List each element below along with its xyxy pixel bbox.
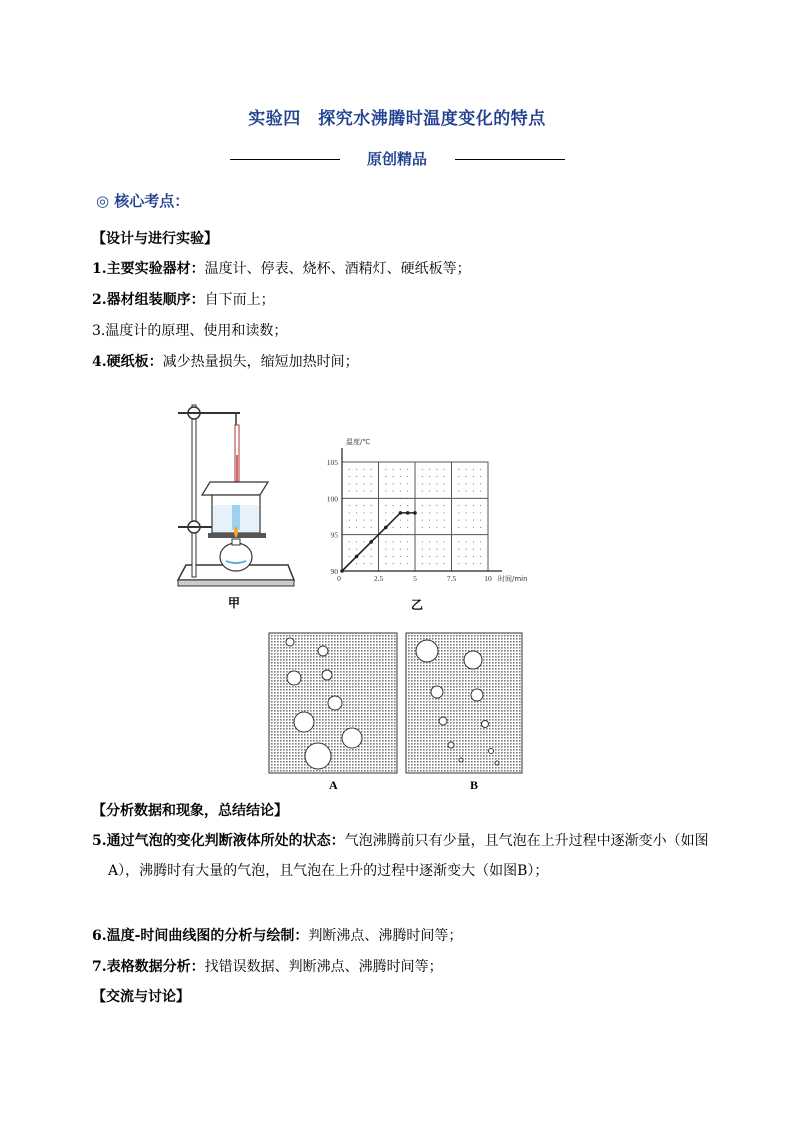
grid-dot (356, 483, 357, 484)
grid-dot (349, 505, 350, 506)
grid-dot (444, 483, 445, 484)
grid-dot (444, 549, 445, 550)
grid-dot (480, 512, 481, 513)
grid-dot (473, 563, 474, 564)
grid-dot (480, 469, 481, 470)
grid-dot (422, 541, 423, 542)
apparatus-figure (170, 395, 300, 610)
grid-dot (393, 469, 394, 470)
grid-dot (429, 505, 430, 506)
grid-dot (363, 476, 364, 477)
grid-dot (422, 556, 423, 557)
grid-dot (473, 476, 474, 477)
grid-dot (429, 483, 430, 484)
grid-dot (393, 549, 394, 550)
grid-dot (356, 469, 357, 470)
grid-dot (422, 469, 423, 470)
grid-dot (363, 469, 364, 470)
bubbles-figure-a (268, 632, 398, 774)
grid-dot (444, 476, 445, 477)
grid-dot (473, 520, 474, 521)
grid-dot (422, 505, 423, 506)
grid-dot (466, 505, 467, 506)
bubble (287, 671, 301, 685)
grid-dot (393, 541, 394, 542)
grid-dot (429, 556, 430, 557)
y-axis-label: 温度/℃ (346, 438, 371, 446)
grid-dot (466, 520, 467, 521)
grid-dot (458, 505, 459, 506)
grid-dot (436, 541, 437, 542)
bubble (286, 638, 294, 646)
grid-dot (400, 476, 401, 477)
grid-dot (458, 549, 459, 550)
grid-dot (436, 505, 437, 506)
temperature-chart (320, 432, 540, 592)
grid-dot (458, 541, 459, 542)
grid-dot (422, 527, 423, 528)
grid-dot (480, 549, 481, 550)
grid-dot (444, 520, 445, 521)
grid-dot (480, 505, 481, 506)
bubble (471, 689, 483, 701)
grid-dot (458, 483, 459, 484)
grid-dot (480, 520, 481, 521)
grid-dot (466, 512, 467, 513)
grid-dot (363, 491, 364, 492)
grid-dot (458, 476, 459, 477)
grid-dot (400, 527, 401, 528)
grid-dot (436, 563, 437, 564)
grid-dot (371, 549, 372, 550)
grid-dot (473, 549, 474, 550)
grid-dot (444, 563, 445, 564)
grid-dot (356, 512, 357, 513)
grid-dot (407, 549, 408, 550)
grid-dot (422, 476, 423, 477)
grid-dot (436, 556, 437, 557)
x-tick-label: 2.5 (373, 574, 384, 583)
grid-dot (385, 563, 386, 564)
grid-dot (349, 469, 350, 470)
grid-dot (444, 527, 445, 528)
grid-dot (371, 505, 372, 506)
grid-dot (356, 549, 357, 550)
grid-dot (458, 512, 459, 513)
grid-dot (356, 520, 357, 521)
grid-dot (422, 483, 423, 484)
grid-dot (422, 549, 423, 550)
grid-dot (473, 505, 474, 506)
grid-dot (371, 563, 372, 564)
grid-dot (444, 512, 445, 513)
grid-dot (458, 491, 459, 492)
grid-dot (480, 527, 481, 528)
grid-dot (400, 469, 401, 470)
grid-dot (480, 541, 481, 542)
grid-dot (393, 563, 394, 564)
bubble (459, 758, 463, 762)
grid-dot (385, 512, 386, 513)
grid-dot (400, 505, 401, 506)
grid-dot (363, 527, 364, 528)
item-7: 7.表格数据分析：找错误数据、判断沸点、沸腾时间等； (92, 959, 443, 975)
grid-dot (363, 520, 364, 521)
page-title: 实验四 探究水沸腾时温度变化的特点 (248, 109, 546, 129)
grid-dot (400, 483, 401, 484)
bubble (322, 670, 332, 680)
grid-dot (400, 563, 401, 564)
grid-dot (422, 520, 423, 521)
x-tick-label: 5 (413, 574, 417, 583)
grid-dot (444, 491, 445, 492)
data-point (340, 569, 344, 573)
grid-dot (458, 520, 459, 521)
bubbles-figure-b (405, 632, 523, 774)
grid-dot (356, 491, 357, 492)
bubble (416, 640, 438, 662)
grid-dot (349, 541, 350, 542)
grid-dot (363, 512, 364, 513)
grid-dot (473, 469, 474, 470)
bubble (495, 761, 499, 765)
grid-dot (349, 512, 350, 513)
grid-dot (429, 476, 430, 477)
grid-dot (429, 527, 430, 528)
grid-dot (407, 491, 408, 492)
grid-dot (480, 556, 481, 557)
bubble (439, 717, 447, 725)
graph-label: 乙 (411, 598, 424, 612)
grid-dot (407, 520, 408, 521)
grid-dot (466, 527, 467, 528)
grid-dot (429, 563, 430, 564)
grid-dot (473, 491, 474, 492)
data-point (369, 540, 373, 544)
data-point (413, 511, 417, 515)
grid-dot (400, 549, 401, 550)
y-tick-label: 90 (330, 567, 338, 576)
bubble (318, 646, 328, 656)
grid-dot (371, 483, 372, 484)
grid-dot (393, 476, 394, 477)
grid-dot (407, 563, 408, 564)
x-tick-label: 10 (484, 574, 492, 583)
grid-dot (429, 512, 430, 513)
grid-dot (371, 469, 372, 470)
grid-dot (429, 469, 430, 470)
grid-dot (436, 549, 437, 550)
grid-dot (385, 541, 386, 542)
y-tick-label: 95 (330, 530, 338, 540)
grid-dot (407, 556, 408, 557)
grid-dot (444, 556, 445, 557)
grid-dot (473, 556, 474, 557)
grid-dot (473, 527, 474, 528)
grid-dot (400, 556, 401, 557)
bubble (464, 651, 482, 669)
grid-dot (371, 527, 372, 528)
alcohol-lamp (220, 543, 252, 571)
grid-dot (458, 563, 459, 564)
data-point (355, 555, 359, 559)
grid-dot (422, 512, 423, 513)
grid-dot (371, 512, 372, 513)
grid-dot (436, 527, 437, 528)
stand-rod (192, 405, 196, 577)
y-tick-label: 100 (326, 494, 338, 504)
grid-dot (356, 541, 357, 542)
grid-dot (349, 483, 350, 484)
item-5: 5.通过气泡的变化判断液体所处的状态：气泡沸腾前只有少量，且气泡在上升过程中逐渐变小（如图A），沸腾时有大量的气泡，且气泡在上升的过程中逐渐变大（如图B）； (92, 833, 709, 879)
section-discussion: 【交流与讨论】 (92, 989, 190, 1005)
y-tick-label: 105 (326, 458, 338, 467)
grid-dot (363, 556, 364, 557)
grid-dot (480, 476, 481, 477)
item-2: 2.器材组装顺序：自下而上； (92, 292, 275, 308)
bubble (489, 749, 494, 754)
item-4: 4.硬纸板：减少热量损失，缩短加热时间； (92, 354, 359, 370)
grid-dot (385, 469, 386, 470)
grid-dot (349, 556, 350, 557)
bubble (482, 721, 489, 728)
grid-dot (436, 483, 437, 484)
grid-dot (480, 491, 481, 492)
grid-dot (466, 541, 467, 542)
grid-dot (393, 491, 394, 492)
grid-dot (356, 476, 357, 477)
apparatus-label: 甲 (228, 596, 241, 610)
grid-dot (407, 527, 408, 528)
grid-dot (407, 483, 408, 484)
x-tick-label: 0 (337, 574, 341, 583)
bubble (342, 728, 362, 748)
grid-dot (356, 527, 357, 528)
grid-dot (385, 549, 386, 550)
grid-dot (363, 541, 364, 542)
grid-dot (429, 541, 430, 542)
grid-dot (349, 476, 350, 477)
grid-dot (466, 549, 467, 550)
grid-dot (466, 491, 467, 492)
grid-dot (400, 520, 401, 521)
grid-dot (444, 469, 445, 470)
grid-dot (363, 483, 364, 484)
grid-dot (356, 505, 357, 506)
grid-dot (473, 541, 474, 542)
grid-dot (444, 541, 445, 542)
bubbles-b-label: B (470, 778, 479, 792)
grid-dot (422, 563, 423, 564)
grid-dot (407, 505, 408, 506)
item-1: 1.主要实验器材：温度计、停表、烧杯、酒精灯、硬纸板等； (92, 261, 471, 277)
grid-dot (363, 563, 364, 564)
item-3: 3.温度计的原理、使用和读数； (92, 323, 288, 339)
grid-dot (458, 556, 459, 557)
grid-dot (466, 476, 467, 477)
grid-dot (444, 505, 445, 506)
grid-dot (349, 520, 350, 521)
grid-dot (466, 556, 467, 557)
grid-dot (400, 541, 401, 542)
grid-dot (363, 505, 364, 506)
bubble (448, 742, 454, 748)
grid-dot (422, 491, 423, 492)
x-tick-label: 7.5 (446, 574, 457, 583)
grid-dot (436, 512, 437, 513)
grid-dot (407, 469, 408, 470)
grid-dot (349, 549, 350, 550)
grid-dot (371, 520, 372, 521)
grid-dot (473, 512, 474, 513)
grid-dot (400, 491, 401, 492)
grid-dot (466, 563, 467, 564)
data-point (406, 511, 410, 515)
grid-dot (429, 491, 430, 492)
bubble (431, 686, 443, 698)
grid-dot (349, 491, 350, 492)
core-heading: ◎ 核心考点： (96, 192, 190, 210)
bubble (294, 712, 314, 732)
section-analysis: 【分析数据和现象，总结结论】 (92, 803, 288, 819)
grid-dot (429, 520, 430, 521)
grid-dot (371, 476, 372, 477)
page-subtitle: 原创精品 (366, 150, 427, 168)
grid-dot (458, 469, 459, 470)
grid-dot (436, 520, 437, 521)
grid-dot (436, 469, 437, 470)
grid-dot (393, 505, 394, 506)
grid-dot (385, 556, 386, 557)
grid-dot (393, 483, 394, 484)
cardboard (202, 482, 268, 495)
data-point (399, 511, 403, 515)
grid-dot (385, 520, 386, 521)
bubble (328, 696, 342, 710)
grid-dot (429, 549, 430, 550)
bubble (305, 743, 331, 769)
grid-dot (385, 505, 386, 506)
section-design: 【设计与进行实验】 (92, 231, 218, 247)
grid-dot (385, 483, 386, 484)
grid-dot (466, 483, 467, 484)
grid-dot (480, 483, 481, 484)
grid-dot (473, 483, 474, 484)
grid-dot (480, 563, 481, 564)
grid-dot (466, 469, 467, 470)
x-axis-label: 时间/min (498, 575, 528, 583)
bubbles-a-label: A (329, 778, 338, 792)
grid-dot (458, 527, 459, 528)
data-point (384, 526, 388, 530)
grid-dot (356, 563, 357, 564)
grid-dot (393, 527, 394, 528)
grid-dot (393, 556, 394, 557)
grid-dot (407, 476, 408, 477)
grid-dot (385, 476, 386, 477)
grid-dot (385, 491, 386, 492)
grid-dot (436, 476, 437, 477)
item-6: 6.温度-时间曲线图的分析与绘制：判断沸点、沸腾时间等； (92, 928, 463, 944)
grid-dot (393, 512, 394, 513)
grid-dot (407, 541, 408, 542)
grid-dot (371, 556, 372, 557)
grid-dot (349, 527, 350, 528)
grid-dot (436, 491, 437, 492)
grid-dot (371, 491, 372, 492)
